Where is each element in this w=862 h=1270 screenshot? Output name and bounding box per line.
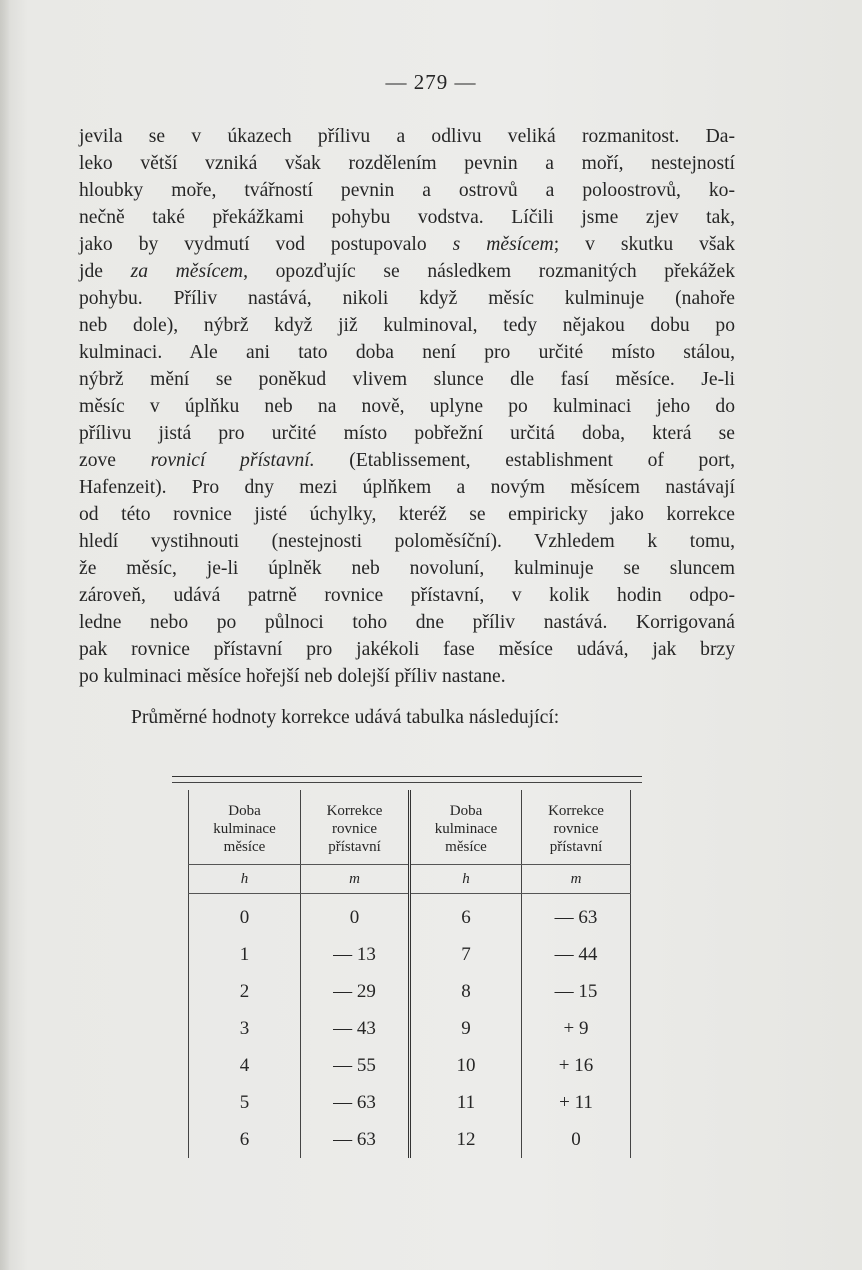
header-culmination-time-2 — [410, 790, 522, 865]
unit-minutes-2: m — [522, 865, 631, 894]
header-culmination-time-1 — [189, 790, 301, 865]
header-line: přístavní — [328, 839, 381, 855]
table-body — [189, 894, 631, 1159]
header-line: kulminace — [434, 821, 498, 837]
header-line: měsíce — [223, 839, 266, 855]
header-line: Doba — [449, 803, 483, 819]
table-cell: — 43 — [301, 1010, 410, 1047]
table-cell: 12 — [410, 1121, 522, 1158]
paragraph-line: jde za měsícem, opozďujíc se následkem rozmanitých překážek — [79, 261, 736, 282]
paragraph-line: zároveň, udává patrně rovnice přístavní, v kolik hodin odpo- — [79, 585, 735, 606]
unit-minutes-1: m — [301, 865, 410, 894]
table-row — [189, 1121, 631, 1158]
table-cell: — 44 — [522, 936, 631, 973]
table-cell: 0 — [189, 894, 301, 937]
table-cell: 2 — [189, 973, 301, 1010]
correction-table — [188, 790, 631, 1158]
header-line: rovnice — [332, 821, 377, 837]
table-cell: 10 — [410, 1047, 522, 1084]
paragraph-line: hloubky moře, tvářností pevnin a ostrovů a poloostrovů, ko- — [79, 180, 735, 201]
table-cell: — 15 — [522, 973, 631, 1010]
table-cell: — 29 — [301, 973, 410, 1010]
table-cell: 11 — [410, 1084, 522, 1121]
binding-shadow — [0, 0, 10, 1270]
main-paragraph — [79, 123, 735, 690]
header-line: měsíce — [445, 839, 487, 855]
header-port-correction-1 — [301, 790, 410, 865]
paragraph-line: leko větší vzniká však rozdělením pevnin a moří, nestejností — [79, 153, 735, 174]
table-cell: 0 — [301, 894, 410, 937]
header-port-correction-2 — [522, 790, 631, 865]
table-cell: — 55 — [301, 1047, 410, 1084]
paragraph-line: měsíc v úplňku neb na nově, uplyne po kulminaci jeho do — [79, 396, 735, 417]
paragraph-line: přílivu jistá pro určité místo pobřežní určitá doba, která se — [79, 423, 735, 444]
table-cell: 7 — [410, 936, 522, 973]
table-cell: 1 — [189, 936, 301, 973]
header-line: rovnice — [553, 821, 599, 837]
paragraph-line: od této rovnice jisté úchylky, kteréž se empiricky jako korrekce — [79, 504, 735, 525]
paragraph-line: ledne nebo po půlnoci toho dne příliv nastává. Korrigovaná — [79, 612, 735, 633]
table-cell: 4 — [189, 1047, 301, 1084]
page-number: — 279 — — [385, 70, 477, 94]
header-line: Doba — [228, 803, 261, 819]
paragraph-line: hledí vystihnouti (nestejnosti poloměsíční). Vzhledem k tomu, — [79, 531, 735, 552]
table-row — [189, 894, 631, 937]
paragraph-line: po kulminaci měsíce hořejší neb dolejší příliv nastane. — [79, 666, 506, 687]
table-top-rule-inner — [172, 782, 642, 783]
table-cell: — 63 — [301, 1084, 410, 1121]
table-row — [189, 936, 631, 973]
paragraph-line: jevila se v úkazech přílivu a odlivu veliká rozmanitost. Da- — [79, 126, 735, 147]
table-cell: 9 — [410, 1010, 522, 1047]
table-cell: 8 — [410, 973, 522, 1010]
table-cell: + 16 — [522, 1047, 631, 1084]
table-unit-row — [189, 865, 631, 894]
table-header-row — [189, 790, 631, 865]
paragraph-line: kulminaci. Ale ani tato doba není pro určité místo stálou, — [79, 342, 735, 363]
paragraph-line: jako by vydmutí vod postupovalo s měsícem; v skutku však — [79, 234, 735, 255]
paragraph-line: neb dole), nýbrž když již kulminoval, tedy nějakou dobu po — [79, 315, 735, 336]
header-line: kulminace — [213, 821, 276, 837]
table-cell: 6 — [189, 1121, 301, 1158]
paragraph-line: nýbrž mění se poněkud vlivem slunce dle fasí měsíce. Je-li — [79, 369, 735, 390]
header-line: Korrekce — [548, 803, 604, 819]
unit-hours-1: h — [189, 865, 301, 894]
header-line: Korrekce — [326, 803, 383, 819]
table-cell: 3 — [189, 1010, 301, 1047]
paragraph-line: nečně také překážkami pohybu vodstva. Líčili jsme zjev tak, — [79, 207, 735, 228]
unit-hours-2: h — [410, 865, 522, 894]
table-cell: 0 — [522, 1121, 631, 1158]
paragraph-line: zove rovnicí přístavní. (Etablissement, establishment of port, — [79, 450, 736, 471]
correction-table-wrap — [188, 790, 630, 1170]
table-row — [189, 1010, 631, 1047]
table-row — [189, 1084, 631, 1121]
paragraph-line: pak rovnice přístavní pro jakékoli fase měsíce udává, jak brzy — [79, 639, 735, 660]
paragraph-line: že měsíc, je-li úplněk neb novoluní, kulminuje se sluncem — [79, 558, 735, 579]
table-row — [189, 1047, 631, 1084]
table-cell: + 9 — [522, 1010, 631, 1047]
paragraph-line: Hafenzeit). Pro dny mezi úplňkem a novým měsícem nastávají — [79, 477, 735, 498]
table-cell: — 63 — [301, 1121, 410, 1158]
table-cell: 5 — [189, 1084, 301, 1121]
header-line: přístavní — [549, 839, 603, 855]
table-cell: + 11 — [522, 1084, 631, 1121]
table-cell: — 63 — [522, 894, 631, 937]
table-caption: Průměrné hodnoty korrekce udává tabulka následující: — [131, 707, 560, 728]
table-cell: 6 — [410, 894, 522, 937]
paragraph-line: pohybu. Příliv nastává, nikoli když měsíc kulminuje (nahoře — [79, 288, 735, 309]
table-top-rule — [172, 776, 642, 777]
table-cell: — 13 — [301, 936, 410, 973]
table-row — [189, 973, 631, 1010]
